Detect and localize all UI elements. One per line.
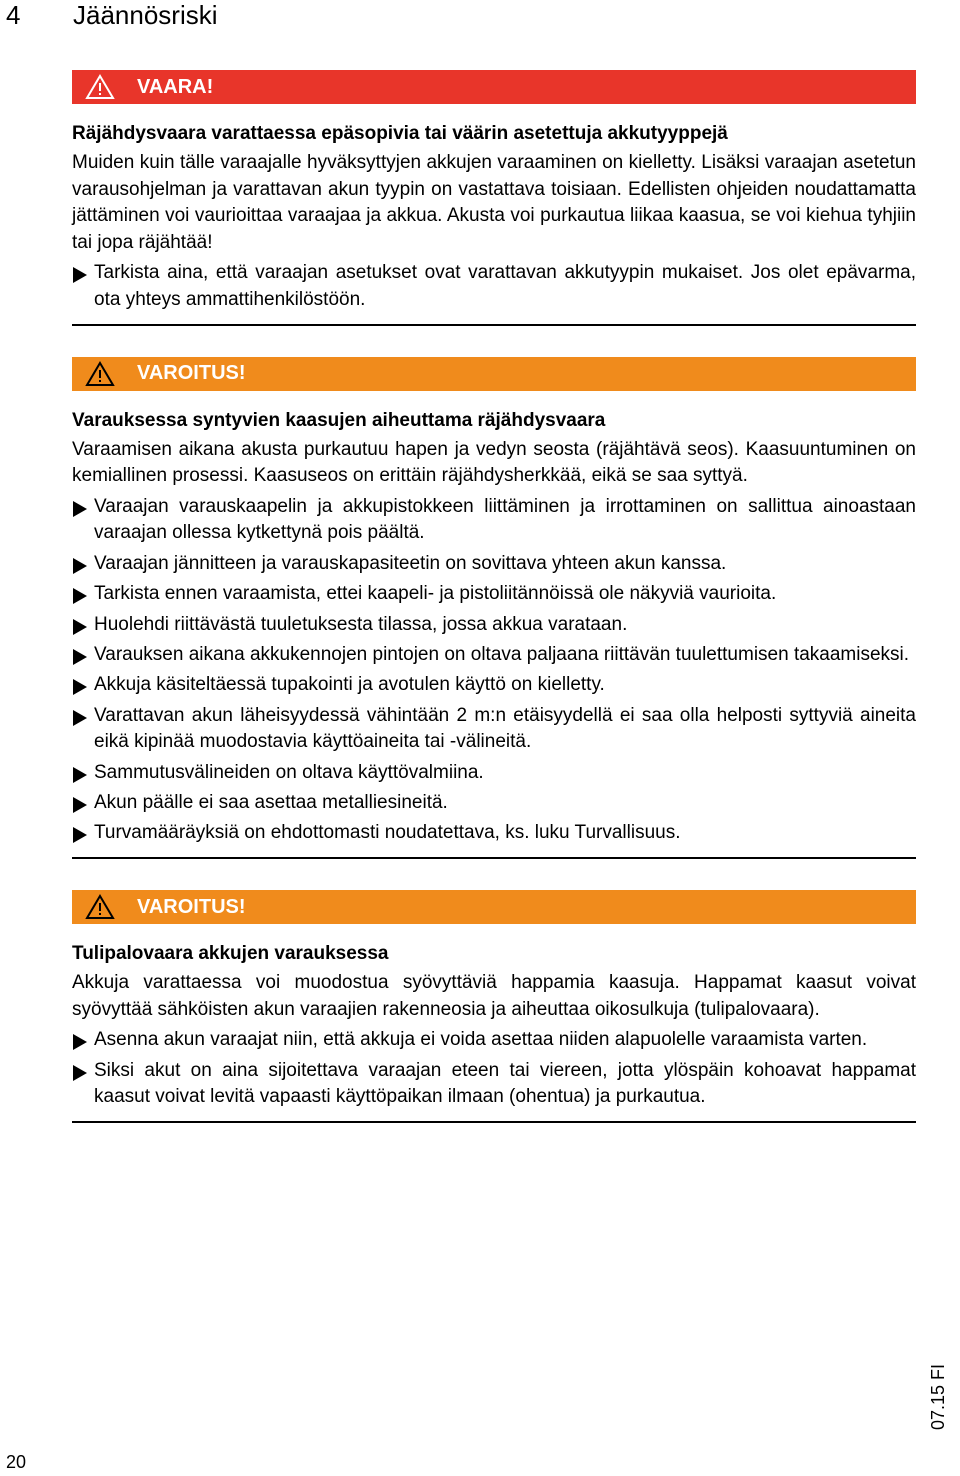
bullet-arrow-icon xyxy=(73,588,87,604)
bullet-arrow-icon xyxy=(73,267,87,283)
notice-text: Muiden kuin tälle varaajalle hyväksyttyjen akkujen varaaminen on kielletty. Lisäksi varaajan asetetun varausohjelman ja varattavan akun tyypin on vastattava toisiaan. Edellisten ohjeiden noudattamatta jättäminen voi vaurioittaa varaajaa ja akkua. Akusta voi purkautua liikaa kaasua, se voi kiehua tyhjiin tai jopa räjähtää! xyxy=(72,152,916,253)
action-item: Varaajan varauskaapelin ja akkupistokkeen liittäminen ja irrottaminen on sallittua ainoastaan varaajan ollessa kytkettynä pois päältä. xyxy=(72,494,916,547)
page-number: 20 xyxy=(6,1452,27,1472)
bullet-arrow-icon xyxy=(73,679,87,695)
notice-divider xyxy=(72,324,916,326)
bullet-arrow-icon xyxy=(73,619,87,635)
action-item: Akkuja käsiteltäessä tupakointi ja avotulen käyttö on kielletty. xyxy=(72,672,916,699)
action-item: Tarkista aina, että varaajan asetukset ovat varattavan akkutyypin mukaiset. Jos olet epävarma, ota yhteys ammattihenkilöstöön. xyxy=(72,260,916,313)
notice-text: Varaamisen aikana akusta purkautuu hapen ja vedyn seosta (räjähtävä seos). Kaasuuntuminen on kemiallinen prosessi. Kaasuseos on erittäin räjähdysherkkää, eikä se saa syttyä. xyxy=(72,438,916,487)
content xyxy=(72,70,916,1123)
section-heading xyxy=(0,0,960,34)
action-item: Tarkista ennen varaamista, ettei kaapeli- ja pistoliitännöissä ole näkyviä vaurioita. xyxy=(72,581,916,608)
notice-level: VAARA! xyxy=(137,75,214,98)
bullet-arrow-icon xyxy=(73,827,87,843)
bullet-arrow-icon xyxy=(73,1034,87,1050)
action-item: Turvamääräyksiä on ehdottomasti noudatettava, ks. luku Turvallisuus. xyxy=(72,820,916,847)
action-item: Huolehdi riittävästä tuuletuksesta tilassa, jossa akkua varataan. xyxy=(72,612,916,639)
action-item: Akun päälle ei saa asettaa metalliesineitä. xyxy=(72,790,916,817)
bullet-arrow-icon xyxy=(73,649,87,665)
action-item: Varauksen aikana akkukennojen pintojen on oltava paljaana riittävän tuulettumisen takaamiseksi. xyxy=(72,642,916,669)
warning-notice xyxy=(72,357,916,859)
notice-divider xyxy=(72,1121,916,1123)
action-list xyxy=(72,1027,916,1111)
action-list xyxy=(72,494,916,847)
danger-notice xyxy=(72,70,916,326)
action-list xyxy=(72,260,916,313)
notice-title: Tulipalovaara akkujen varauksessa xyxy=(72,943,389,965)
notice-level: VAROITUS! xyxy=(137,362,246,385)
warning-triangle-icon xyxy=(85,361,115,387)
action-item: Siksi akut on aina sijoitettava varaajan eteen tai viereen, jotta ylöspäin kohoavat happamat kaasut voivat levitä vapaasti käyttöpaikan ilmaan (ohentua) ja purkautua. xyxy=(72,1058,916,1111)
bullet-arrow-icon xyxy=(73,1065,87,1081)
edition-label: 07.15 FI xyxy=(928,1363,948,1430)
warning-banner xyxy=(72,890,916,924)
action-item: Varaajan jännitteen ja varauskapasiteetin on sovittava yhteen akun kanssa. xyxy=(72,551,916,578)
action-item: Asenna akun varaajat niin, että akkuja ei voida asettaa niiden alapuolelle varaamista varten. xyxy=(72,1027,916,1054)
bullet-arrow-icon xyxy=(73,767,87,783)
notice-text: Akkuja varattaessa voi muodostua syövyttäviä happamia kaasuja. Happamat kaasut voivat syövyttää sähköisten akun varaajien rakenneosia ja aiheuttaa oikosulkuja (tulipalovaara). xyxy=(72,972,916,1020)
warning-triangle-icon xyxy=(85,894,115,920)
action-item: Sammutusvälineiden on oltava käyttövalmiina. xyxy=(72,760,916,787)
bullet-arrow-icon xyxy=(73,501,87,517)
bullet-arrow-icon xyxy=(73,797,87,813)
section-title: Jäännösriski xyxy=(73,0,218,30)
bullet-arrow-icon xyxy=(73,710,87,726)
action-item: Varattavan akun läheisyydessä vähintään 2 m:n etäisyydellä ei saa olla helposti syttyviä aineita eikä kipinää muodostavia käyttöaineita tai -välineitä. xyxy=(72,703,916,756)
danger-banner xyxy=(72,70,916,104)
warning-triangle-icon xyxy=(85,74,115,100)
warning-banner xyxy=(72,357,916,391)
notice-title: Varauksessa syntyvien kaasujen aiheuttama räjähdysvaara xyxy=(72,409,606,431)
notice-title: Räjähdysvaara varattaessa epäsopivia tai väärin asetettuja akkutyyppejä xyxy=(72,123,728,144)
section-number: 4 xyxy=(6,0,21,30)
warning-notice xyxy=(72,890,916,1123)
notice-divider xyxy=(72,857,916,859)
bullet-arrow-icon xyxy=(73,558,87,574)
notice-level: VAROITUS! xyxy=(137,895,246,918)
